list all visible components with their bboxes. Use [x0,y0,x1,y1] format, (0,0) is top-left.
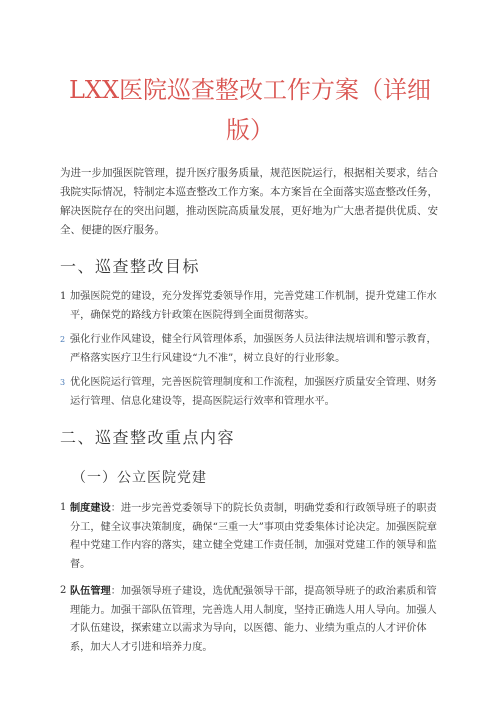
subsection-heading: （一）公立医院党建 [72,470,207,486]
party-item-text: ：进一步完善党委领导下的院长负责制，明确党委和行政领导班子的职责分工，健全议事决策制度，确保“三重一大”事项由党委集体讨论决定。加强医院章程中党建工作内容的落实，建立健全党建工作责任制，加强对党建工作的领导和监督。 [70,503,437,570]
party-item-1 [60,499,440,574]
intro-paragraph: 为进一步加强医院管理，提升医疗服务质量，规范医院运行，根据相关要求，结合我院实际情况，特制定本巡查整改工作方案。本方案旨在全面落实巡查整改任务，解决医院存在的突出问题，推动医院高质量发展，更好地为广大患者提供优质、安全、便捷的医疗服务。 [60,167,438,236]
goal-item-number: 1 [60,291,67,302]
party-item-label: 队伍管理 [70,585,111,597]
party-item-2 [60,582,440,657]
document-title: LXX医院巡查整改工作方案（详细版） [68,76,432,144]
section-2-heading: 二、巡查整改重点内容 [60,428,236,447]
goal-item-3 [60,374,440,411]
goal-item-text: 强化行业作风建设，健全行风管理体系，加强医务人员法律法规培训和警示教育，严格落实医疗卫生行风建设“九不准”，树立良好的行业形象。 [70,334,437,364]
party-item-label: 制度建设 [70,502,111,514]
party-item-text: ：加强领导班子建设，选优配强领导干部，提高领导班子的政治素质和管理能力。加强干部队伍管理，完善选人用人制度，坚持正确选人用人导向。加强人才队伍建设，探索建立以需求为导向，以医德、能力、业绩为重点的人才评价体系，加大人才引进和培养力度。 [70,586,437,653]
goal-item-1 [60,288,440,325]
section-1-heading: 一、巡查整改目标 [60,257,201,276]
goal-item-number: 3 [60,378,66,387]
party-item-number: 2 [60,585,67,596]
goal-item-text: 优化医院运行管理，完善医院管理制度和工作流程，加强医疗质量安全管理、财务运行管理、信息化建设等，提高医院运行效率和管理水平。 [70,377,437,407]
goal-item-2 [60,331,440,368]
goal-item-text: 加强医院党的建设，充分发挥党委领导作用，完善党建工作机制，提升党建工作水平，确保党的路线方针政策在医院得到全面贯彻落实。 [70,291,437,321]
goal-item-number: 2 [60,335,66,344]
party-item-number: 1 [60,502,67,513]
